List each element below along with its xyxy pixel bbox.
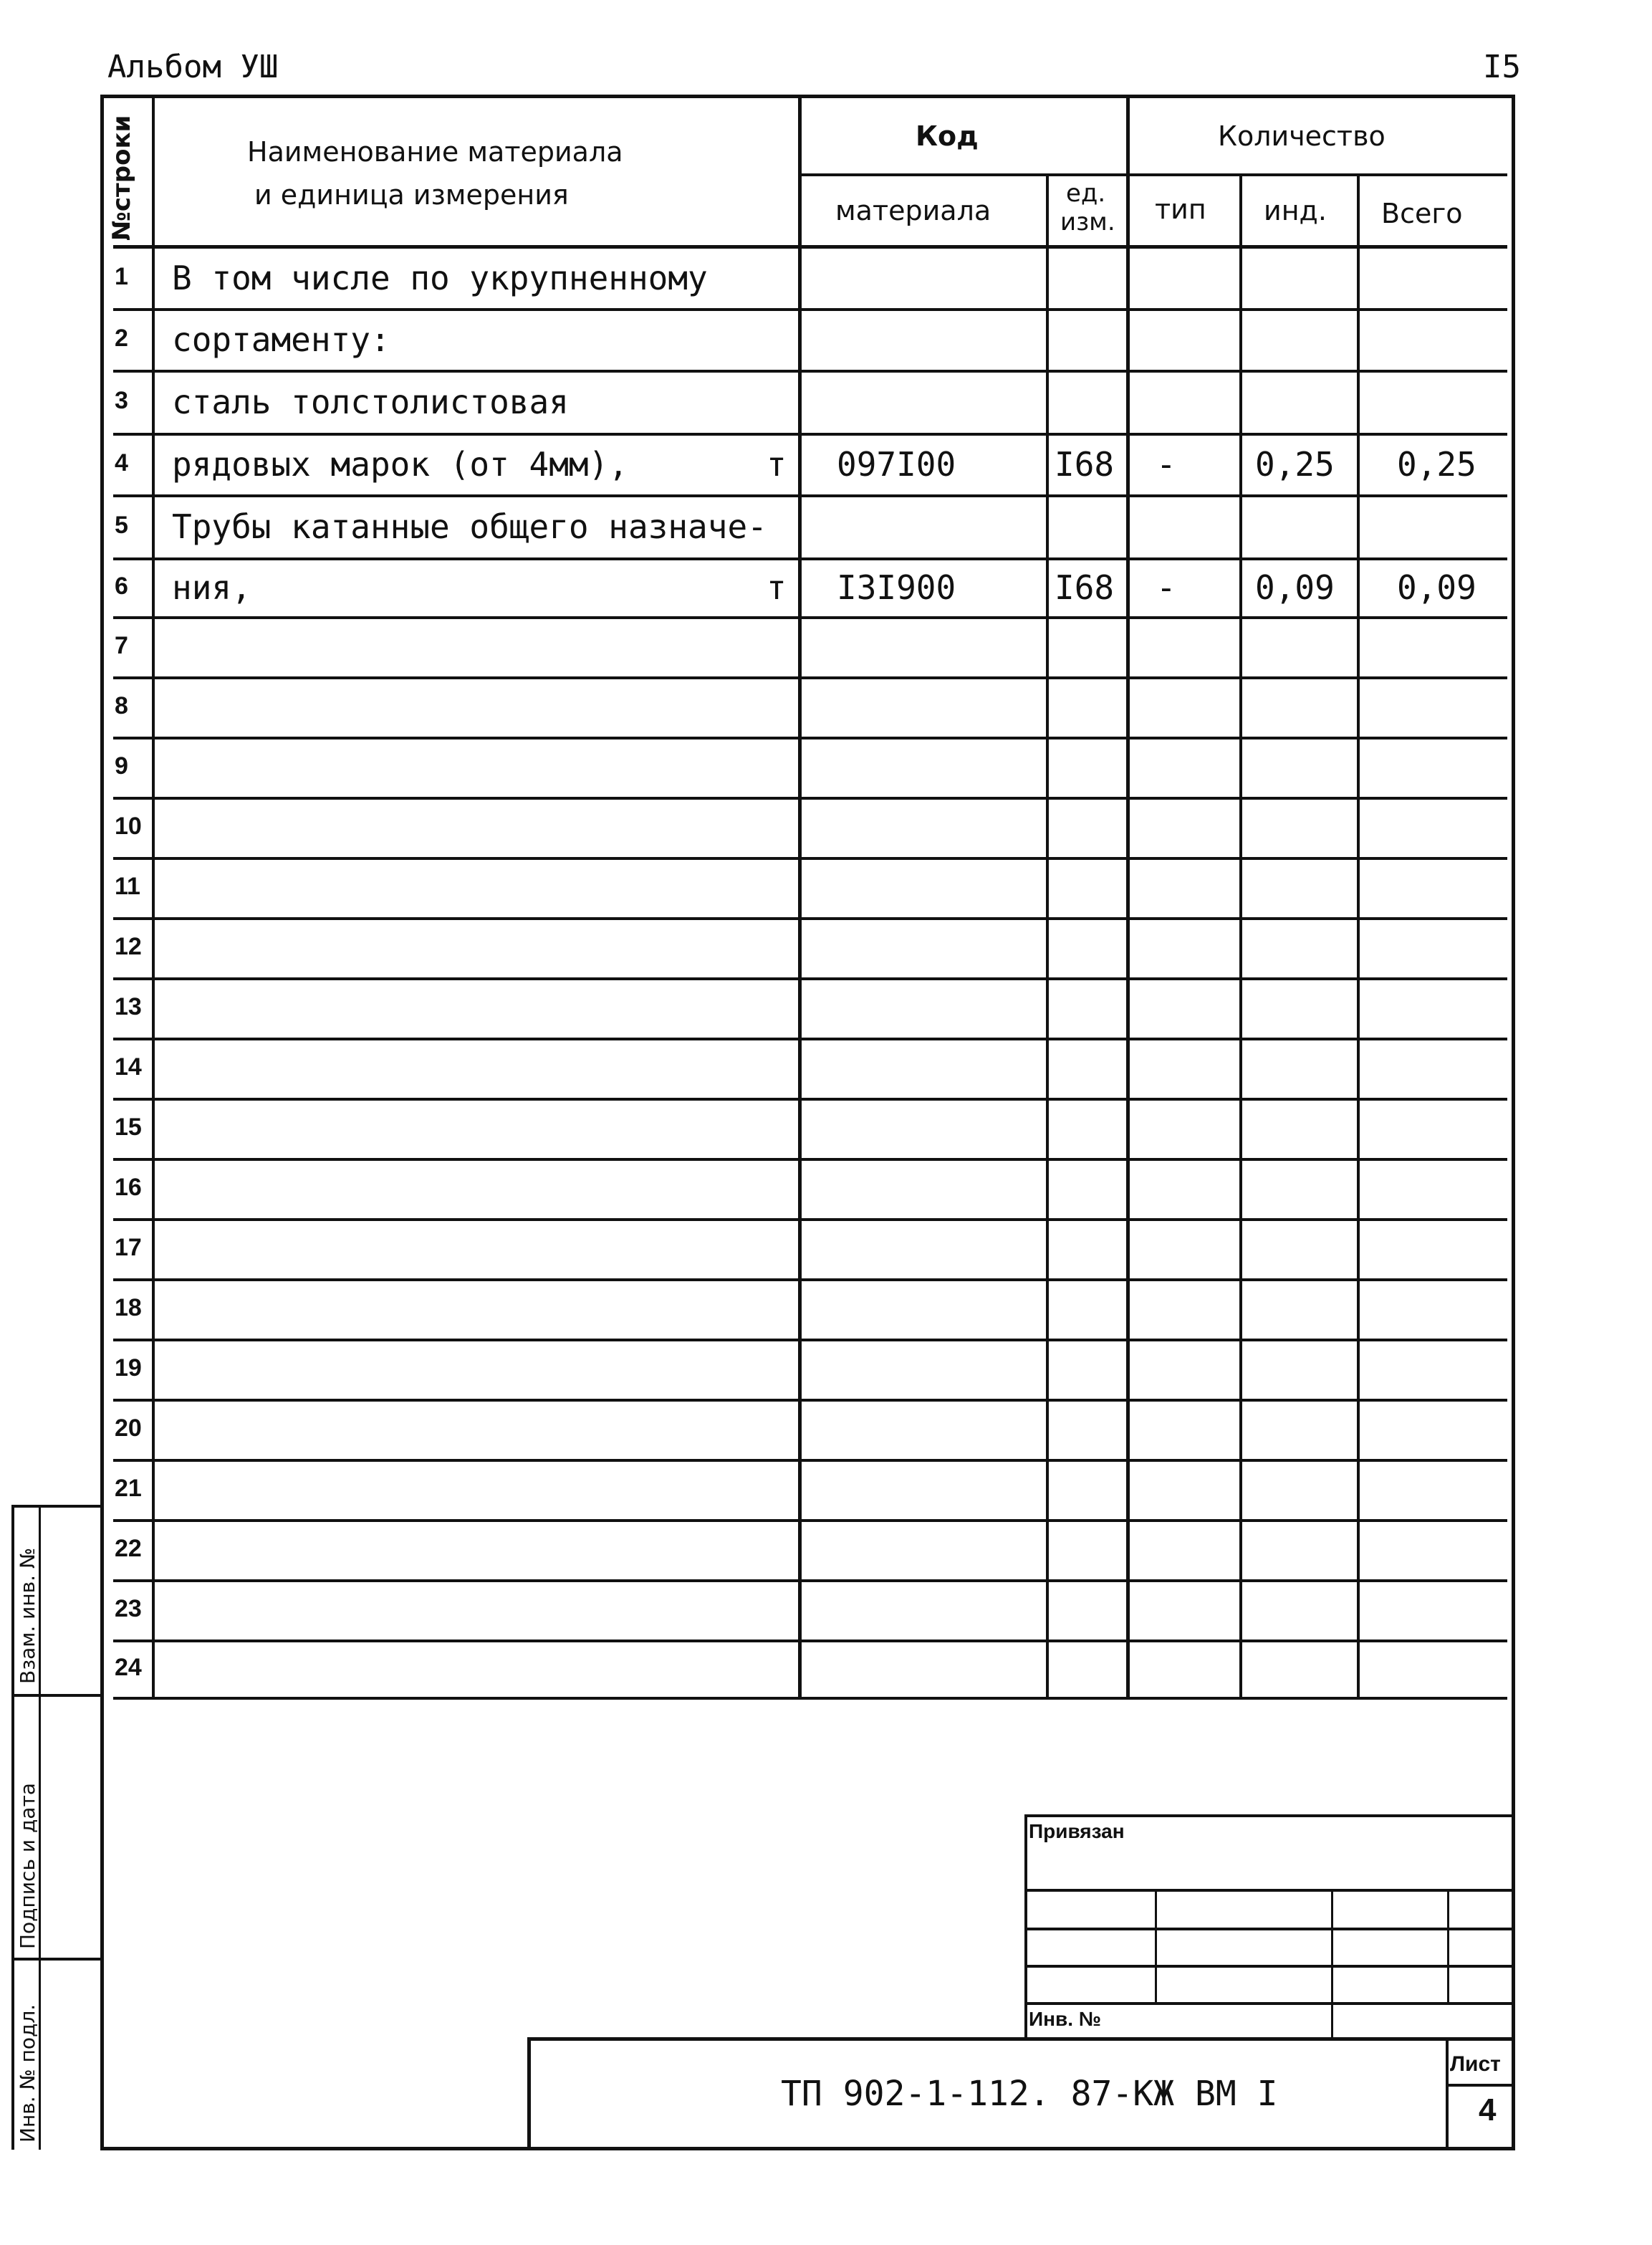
row-total: 0,09 <box>1397 568 1476 607</box>
row-divider <box>113 797 1507 800</box>
row-type: - <box>1156 445 1176 484</box>
row-eu: I68 <box>1055 568 1115 607</box>
row-number: 11 <box>115 873 140 900</box>
row-number: 12 <box>115 933 142 960</box>
row-divider <box>113 1098 1507 1101</box>
row-name: рядовых марок (от 4мм), <box>172 445 628 484</box>
doc-box-list-line <box>1446 2084 1512 2087</box>
list-label: Лист <box>1450 2052 1501 2076</box>
album-title: Альбом УШ <box>107 49 279 85</box>
row-unit: т <box>767 568 787 607</box>
stamp-col-1 <box>1155 1889 1157 2004</box>
row-divider <box>113 1697 1507 1700</box>
doc-box-list-col <box>1446 2041 1449 2148</box>
row-number: 9 <box>115 752 128 780</box>
row-unit: т <box>767 445 787 484</box>
sidebar-podpis: Подпись и дата <box>16 1783 39 1949</box>
row-number: 8 <box>115 692 128 719</box>
row-ind: 0,25 <box>1255 445 1335 484</box>
sidebar-div-2 <box>11 1958 102 1961</box>
row-divider <box>113 1339 1507 1341</box>
row-divider <box>113 1278 1507 1281</box>
frame-right <box>1512 95 1515 2150</box>
row-number: 18 <box>115 1294 142 1321</box>
row-number: 6 <box>115 573 128 600</box>
header-qty-group: Количество <box>1218 120 1386 152</box>
row-number: 19 <box>115 1354 142 1382</box>
col-line-unit <box>1126 98 1130 1698</box>
stamp-col-2 <box>1331 1889 1333 2039</box>
row-divider <box>113 977 1507 980</box>
row-number: 7 <box>115 632 128 659</box>
row-divider <box>113 737 1507 739</box>
row-number: 17 <box>115 1234 142 1261</box>
row-divider <box>113 494 1507 497</box>
header-code-unit-1: ед. <box>1066 179 1106 208</box>
row-number: 15 <box>115 1114 142 1141</box>
row-divider <box>113 433 1507 436</box>
sidebar-vzam: Взам. инв. № <box>16 1547 39 1684</box>
header-mid-line-qty <box>1128 173 1507 176</box>
stamp-row-1 <box>1024 1889 1512 1892</box>
stamp-row-4 <box>1024 2002 1512 2005</box>
header-qty-type: тип <box>1155 193 1206 225</box>
row-number: 22 <box>115 1535 142 1562</box>
header-mid-line-code <box>799 173 1128 176</box>
header-row-no: №строки <box>107 115 136 241</box>
row-name: ния, <box>172 568 251 607</box>
row-divider <box>113 1038 1507 1040</box>
row-divider <box>113 917 1507 920</box>
list-number: 4 <box>1479 2092 1497 2127</box>
stamp-top <box>1024 1814 1512 1817</box>
row-number: 16 <box>115 1174 142 1201</box>
row-ind: 0,09 <box>1255 568 1335 607</box>
row-divider <box>113 1459 1507 1462</box>
header-qty-ind: инд. <box>1264 195 1327 226</box>
row-code: 097I00 <box>837 445 956 484</box>
row-divider <box>113 1218 1507 1221</box>
col-line-name <box>798 98 802 1698</box>
row-number: 21 <box>115 1475 142 1502</box>
sidebar-left <box>11 1505 14 2150</box>
row-divider <box>113 308 1507 311</box>
row-number: 3 <box>115 387 128 414</box>
row-type: - <box>1156 568 1176 607</box>
col-line-rownum <box>152 98 155 1698</box>
header-name-line1: Наименование материала <box>247 136 623 168</box>
row-eu: I68 <box>1055 445 1115 484</box>
row-number: 23 <box>115 1595 142 1622</box>
row-name: В том числе по укрупненному <box>172 259 708 297</box>
sidebar-inv-podl: Инв. № подл. <box>16 2004 39 2143</box>
sidebar-div-1 <box>11 1694 102 1697</box>
row-divider <box>113 1519 1507 1522</box>
header-code-group: Код <box>916 120 979 152</box>
row-divider <box>113 857 1507 860</box>
row-number: 14 <box>115 1053 142 1081</box>
header-code-material: материала <box>835 195 991 226</box>
frame-left <box>100 95 104 2150</box>
row-number: 4 <box>115 449 128 477</box>
stamp-inv-no: Инв. № <box>1029 2008 1102 2030</box>
row-number: 5 <box>115 512 128 539</box>
frame-top <box>100 95 1515 98</box>
header-bottom-line <box>113 245 1507 249</box>
row-number: 20 <box>115 1415 142 1442</box>
row-name: сортаменту: <box>172 320 390 359</box>
col-line-ind <box>1357 173 1360 1698</box>
row-name: Трубы катанные общего назначе- <box>172 507 767 546</box>
row-divider <box>113 676 1507 679</box>
stamp-privyazan: Привязан <box>1029 1820 1125 1842</box>
row-number: 10 <box>115 813 142 840</box>
sidebar-top <box>11 1505 102 1508</box>
stamp-col-3 <box>1447 1889 1449 2004</box>
stamp-row-3 <box>1024 1965 1512 1968</box>
row-number: 13 <box>115 993 142 1020</box>
row-number: 1 <box>115 263 128 290</box>
doc-box-left <box>527 2037 531 2149</box>
row-divider <box>113 1640 1507 1642</box>
header-qty-total: Всего <box>1381 198 1463 229</box>
doc-code: ТП 902-1-112. 87-КЖ ВМ I <box>781 2074 1278 2114</box>
row-number: 24 <box>115 1654 142 1681</box>
row-divider <box>113 1579 1507 1582</box>
row-total: 0,25 <box>1397 445 1476 484</box>
row-name: сталь толстолистовая <box>172 383 569 421</box>
stamp-row-2 <box>1024 1928 1512 1930</box>
doc-box-top <box>527 2037 1512 2041</box>
col-line-code <box>1046 173 1049 1698</box>
col-line-type <box>1239 173 1242 1698</box>
page-number: I5 <box>1483 49 1521 85</box>
header-code-unit-2: изм. <box>1060 208 1115 236</box>
header-name-line2: и единица измерения <box>254 179 569 211</box>
row-divider <box>113 1158 1507 1161</box>
row-divider <box>113 557 1507 560</box>
row-divider <box>113 1399 1507 1402</box>
row-number: 2 <box>115 325 128 352</box>
row-code: I3I900 <box>837 568 956 607</box>
row-divider <box>113 616 1507 619</box>
frame-bottom <box>100 2147 1515 2150</box>
row-divider <box>113 370 1507 373</box>
